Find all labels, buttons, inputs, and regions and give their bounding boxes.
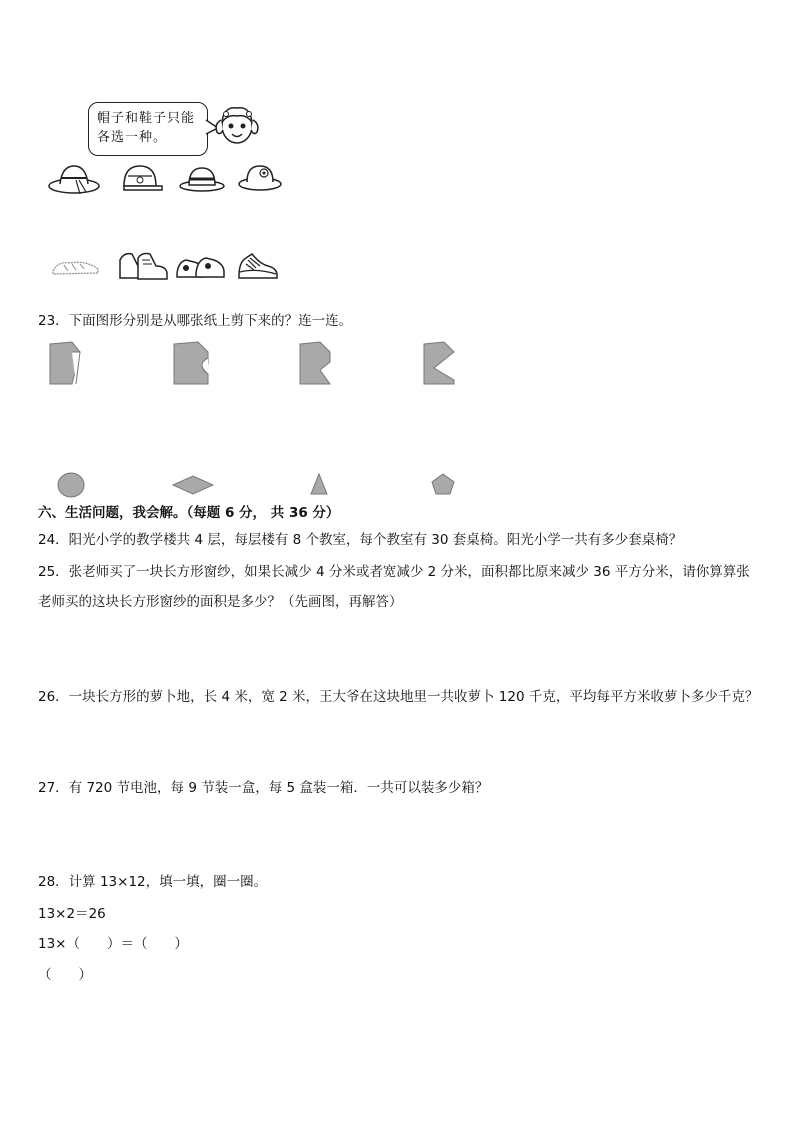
- rhombus-shape: [170, 474, 216, 496]
- sandal-icon: [50, 255, 102, 279]
- section-6-heading: 六、生活问题，我会解。（每题 6 分， 共 36 分）: [38, 505, 340, 521]
- question-27: 27．有 720 节电池，每 9 节装一盒，每 5 盒装一箱．一共可以装多少箱？: [38, 780, 489, 796]
- flower-hat-icon: [236, 160, 284, 194]
- fedora-icon: [178, 163, 226, 195]
- speech-bubble-text: [97, 109, 195, 147]
- question-28-equation-1: 13×2＝26: [38, 906, 106, 922]
- question-24: 24．阳光小学的教学楼共 4 层，每层楼有 8 个教室，每个教室有 30 套桌椅。阳光小学一共有多少套桌椅？: [38, 532, 683, 548]
- question-28-answer-blank[interactable]: （ ）: [38, 967, 92, 983]
- cut-paper-shape-3: [298, 340, 334, 386]
- cut-paper-shape-1: [48, 340, 84, 386]
- cut-paper-shape-2: [172, 340, 212, 386]
- speech-line-2: 各选一种。: [97, 130, 168, 145]
- cap-icon: [118, 160, 164, 198]
- question-25-line-1: 25．张老师买了一块长方形窗纱，如果长减少 4 分米或者宽减少 2 分米，面积都比原来减少 36 平方分米，请你算算张: [38, 564, 750, 580]
- sun-hat-icon: [46, 160, 102, 198]
- speech-bubble: [88, 102, 208, 156]
- sneakers-icon: [174, 250, 226, 280]
- boots-icon: [116, 248, 170, 282]
- circle-shape: [56, 470, 86, 500]
- girl-icon: [212, 96, 262, 158]
- cut-paper-shape-4: [422, 340, 458, 386]
- question-26: 26．一块长方形的萝卜地，长 4 米，宽 2 米，王大爷在这块地里一共收萝卜 120 千克，平均每平方米收萝卜多少千克？: [38, 689, 759, 705]
- hiking-shoes-icon: [236, 248, 280, 282]
- question-25-line-2: 老师买的这块长方形窗纱的面积是多少？（先画图，再解答）: [38, 594, 403, 610]
- pentagon-shape: [430, 472, 456, 496]
- question-23: 23．下面图形分别是从哪张纸上剪下来的？连一连。: [38, 313, 353, 329]
- question-28-equation-2[interactable]: 13×（ ）＝（ ）: [38, 936, 188, 952]
- speech-line-1: 帽子和鞋子只能: [97, 111, 196, 126]
- triangle-shape: [308, 472, 330, 496]
- question-28: 28．计算 13×12，填一填，圈一圈。: [38, 874, 268, 890]
